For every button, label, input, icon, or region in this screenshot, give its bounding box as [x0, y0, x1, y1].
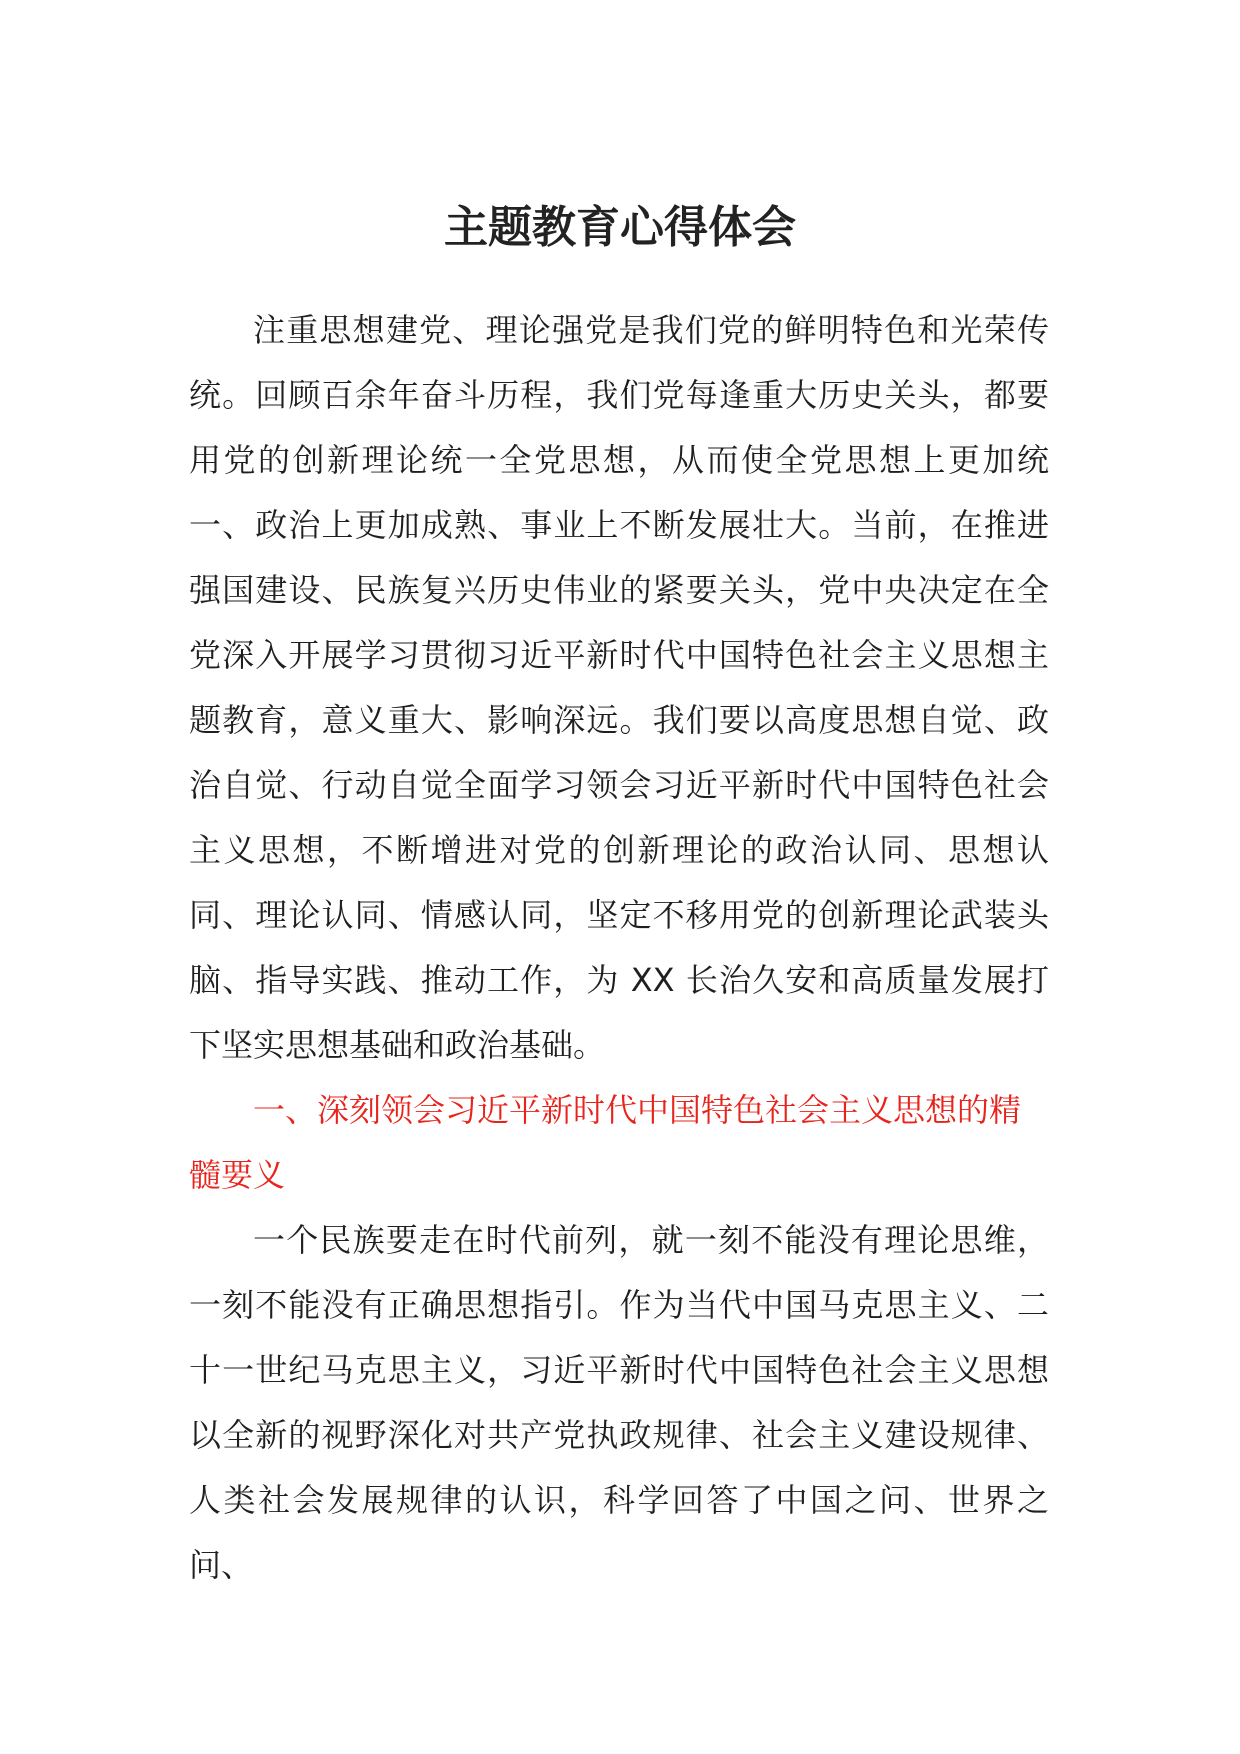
intro-paragraph: 注重思想建党、理论强党是我们党的鲜明特色和光荣传统。回顾百余年奋斗历程，我们党每逢重大历史关头，都要用党的创新理论统一全党思想，从而使全党思想上更加统一、政治上更加成熟、事业上不断发展壮大。当前，在推进强国建设、民族复兴历史伟业的紧要关头，党中央决定在全党深入开展学习贯彻习近平新时代中国特色社会主义思想主题教育，意义重大、影响深远。我们要以高度思想自觉、政治自觉、行动自觉全面学习领会习近平新时代中国特色社会主义思想，不断增进对党的创新理论的政治认同、思想认同、理论认同、情感认同，坚定不移用党的创新理论武装头脑、指导实践、推动工作，为 XX 长治久安和高质量发展打下坚实思想基础和政治基础。 [189, 311, 1049, 1064]
document-title: 主题教育心得体会 [444, 202, 796, 253]
section-1-paragraph: 一个民族要走在时代前列，就一刻不能没有理论思维，一刻不能没有正确思想指引。作为当代中国马克思主义、二十一世纪马克思主义，习近平新时代中国特色社会主义思想以全新的视野深化对共产党执政规律、社会主义建设规律、人类社会发展规律的认识，科学回答了中国之问、世界之问、 [189, 1221, 1049, 1584]
section-heading-1: 一、深刻领会习近平新时代中国特色社会主义思想的精髓要义 [189, 1091, 1022, 1194]
document-body [189, 298, 1049, 1598]
